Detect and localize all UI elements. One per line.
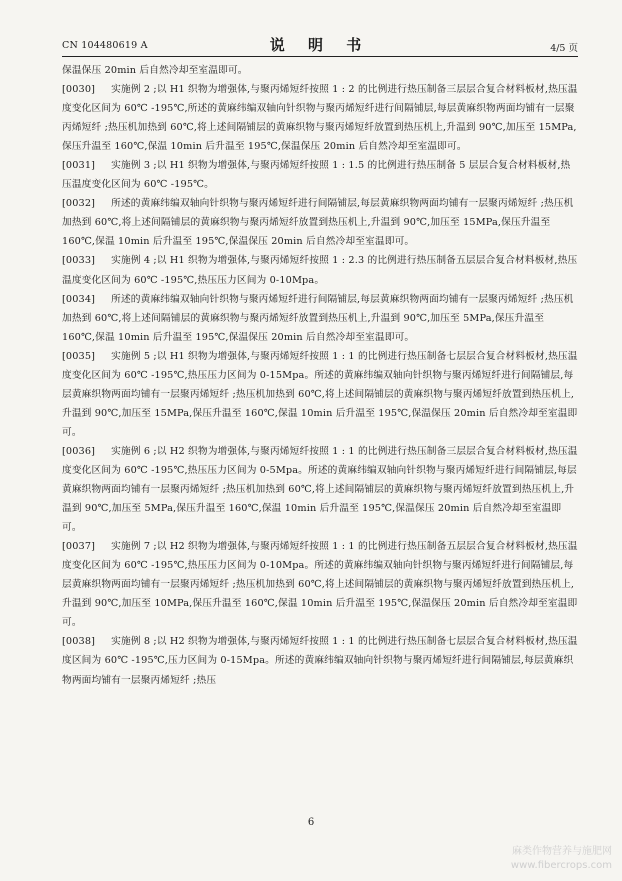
paragraph-number: [0038] xyxy=(62,636,96,648)
paragraph-0037 xyxy=(62,537,578,632)
paragraph-0038 xyxy=(62,632,578,689)
paragraph-text: 实施例 2 ;以 H1 织物为增强体,与聚丙烯短纤按照 1 : 2 的比例进行热压制备三层层合复合材料板材,热压温度变化区间为 60℃ -195℃,所述的黄麻纬编双轴向针织物与聚丙烯短纤进行间隔铺层,每层黄麻织物两面均铺有一层聚丙烯短纤 ;热压机加热到 60℃,将上述间隔铺层的黄麻织物与聚丙烯短纤放置到热压机上,升温到 90℃,加压至 15MPa,保压升温至 160℃,保温 10min 后升温至 195℃,保温保压 20min 后自然冷却至室温即可。 xyxy=(62,84,578,153)
paragraph-text: 实施例 7 ;以 H2 织物为增强体,与聚丙烯短纤按照 1 : 1 的比例进行热压制备五层层合复合材料板材,热压温度变化区间为 60℃ -195℃,热压压力区间为 0-10Mpa。所述的黄麻纬编双轴向针织物与聚丙烯短纤进行间隔铺层,每层黄麻织物两面均铺有一层聚丙烯短纤 ;热压机加热到 60℃,将上述间隔铺层的黄麻织物与聚丙烯短纤放置到热压机上,升温到 90℃,加压至 10MPa,保压升温至 160℃,保温 10min 后升温至 195℃,保温保压 20min 后自然冷却至室温即可。 xyxy=(62,541,578,629)
continuation-text: 保温保压 20min 后自然冷却至室温即可。 xyxy=(62,65,248,76)
paragraph-0034 xyxy=(62,290,578,347)
paragraph-number: [0035] xyxy=(62,350,96,362)
paragraph-number: [0037] xyxy=(62,541,96,553)
paragraph-text: 实施例 5 ;以 H1 织物为增强体,与聚丙烯短纤按照 1 : 1 的比例进行热压制备七层层合复合材料板材,热压温度变化区间为 60℃ -195℃,热压压力区间为 0-15Mpa。所述的黄麻纬编双轴向针织物与聚丙烯短纤进行间隔铺层,每层黄麻织物两面均铺有一层聚丙烯短纤 ;热压机加热到 60℃,将上述间隔铺层的黄麻织物与聚丙烯短纤放置到热压机上,升温到 90℃,加压至 15MPa,保压升温至 160℃,保温 10min 后升温至 195℃,保温保压 20min 后自然冷却至室温即可。 xyxy=(62,350,578,438)
paragraph-number: [0032] xyxy=(62,198,96,210)
paragraph-0035 xyxy=(62,347,578,442)
paragraph-text: 实施例 4 ;以 H1 织物为增强体,与聚丙烯短纤按照 1 : 2.3 的比例进行热压制备五层层合复合材料板材,热压温度变化区间为 60℃ -195℃,热压压力区间为 0-10Mpa。 xyxy=(62,255,578,286)
paragraph-text: 所述的黄麻纬编双轴向针织物与聚丙烯短纤进行间隔铺层,每层黄麻织物两面均铺有一层聚丙烯短纤 ;热压机加热到 60℃,将上述间隔铺层的黄麻织物与聚丙烯短纤放置到热压机上,升温到 90℃,加压至 15MPa,保压升温至 160℃,保温 10min 后升温至 195℃,保温保压 20min 后自然冷却至室温即可。 xyxy=(62,198,574,248)
watermark-title: 麻类作物营养与施肥网 xyxy=(512,846,612,857)
paragraph-text: 实施例 3 ;以 H1 织物为增强体,与聚丙烯短纤按照 1 : 1.5 的比例进行热压制备 5 层层合复合材料板材,热压温度变化区间为 60℃ -195℃。 xyxy=(62,160,571,191)
page-number: 6 xyxy=(307,817,315,828)
document-body xyxy=(62,61,578,690)
paragraph-text: 实施例 6 ;以 H2 织物为增强体,与聚丙烯短纤按照 1 : 1 的比例进行热压制备三层层合复合材料板材,热压温度变化区间为 60℃ -195℃,热压压力区间为 0-5Mpa。所述的黄麻纬编双轴向针织物与聚丙烯短纤进行间隔铺层,每层黄麻织物两面均铺有一层聚丙烯短纤 ;热压机加热到 60℃,将上述间隔铺层的黄麻织物与聚丙烯短纤放置到热压机上,升温到 90℃,加压至 5MPa,保压升温至 160℃,保温 10min 后升温至 195℃,保温保压 20min 后自然冷却至室温即可。 xyxy=(62,445,578,534)
paragraph-number: [0030] xyxy=(62,84,96,96)
paragraph-text: 所述的黄麻纬编双轴向针织物与聚丙烯短纤进行间隔铺层,每层黄麻织物两面均铺有一层聚丙烯短纤 ;热压机加热到 60℃,将上述间隔铺层的黄麻织物与聚丙烯短纤放置到热压机上,升温到 90℃,加压至 5MPa,保压升温至 160℃,保温 10min 后升温至 195℃,保温保压 20min 后自然冷却至室温即可。 xyxy=(62,293,574,343)
site-watermark xyxy=(511,845,612,873)
paragraph-0032 xyxy=(62,194,578,251)
paragraph-number: [0033] xyxy=(62,255,96,267)
paragraph-number: [0034] xyxy=(62,293,96,305)
paragraph-0031 xyxy=(62,156,578,194)
paragraph-0030 xyxy=(62,80,578,156)
document-title: 说 明 书 xyxy=(269,36,371,54)
paragraph-0033 xyxy=(62,251,578,289)
paragraph-number: [0031] xyxy=(62,160,96,172)
page-indicator: 4/5 页 xyxy=(550,43,578,54)
paragraph-number: [0036] xyxy=(62,445,96,457)
watermark-url: www.fibercrops.com xyxy=(510,860,612,871)
paragraph-text: 实施例 8 ;以 H2 织物为增强体,与聚丙烯短纤按照 1 : 1 的比例进行热压制备七层层合复合材料板材,热压温度区间为 60℃ -195℃,压力区间为 0-15Mpa。所述的黄麻纬编双轴向针织物与聚丙烯短纤进行间隔铺层,每层黄麻织物两面均铺有一层聚丙烯短纤 ;热压 xyxy=(62,636,578,686)
page-header xyxy=(62,34,578,57)
patent-number: CN 104480619 A xyxy=(62,40,148,51)
paragraph-0036 xyxy=(62,442,578,537)
